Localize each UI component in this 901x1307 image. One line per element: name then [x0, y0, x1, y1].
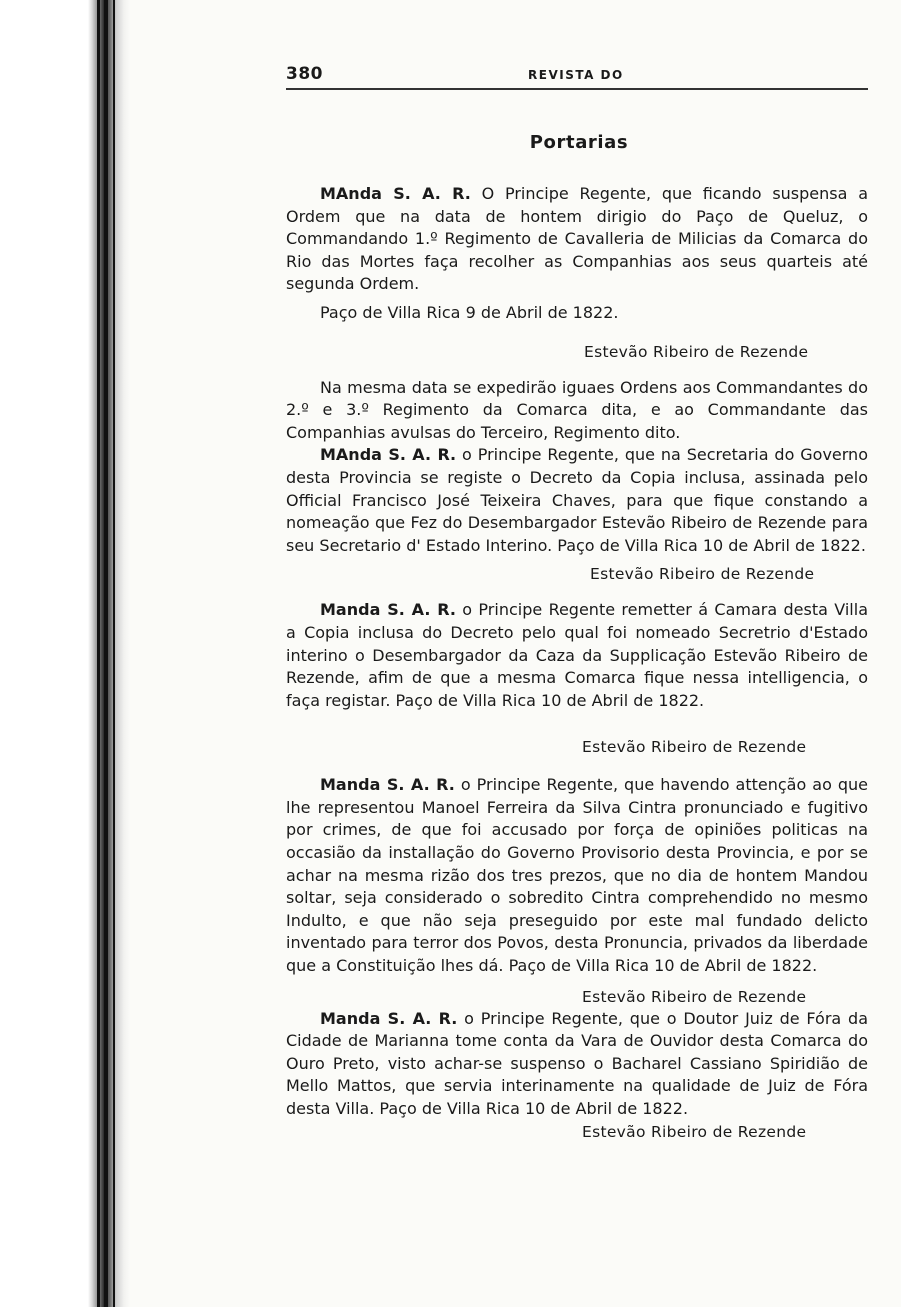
- signature: Estevão Ribeiro de Rezende: [582, 738, 807, 757]
- binding-gutter: [0, 0, 130, 1307]
- running-title: REVISTA DO: [528, 68, 624, 82]
- page-number: 380: [286, 64, 323, 84]
- portaria-paragraph: Na mesma data se expedirão iguaes Ordens aos Commandantes do 2.º e 3.º Regimento da Comarca dita, e ao Commandante das Companhias avulsas do Terceiro, Regimento dito.: [286, 377, 868, 442]
- date-line: Paço de Villa Rica 9 de Abril de 1822.: [320, 302, 619, 322]
- signature: Estevão Ribeiro de Rezende: [584, 342, 809, 361]
- portaria-paragraph: MAnda S. A. R. O Principe Regente, que ficando suspensa a Ordem que na data de hontem dirigio do Paço de Queluz, o Commandando 1.º Regimento de Cavalleria de Milicias da Comarca do Rio das Mortes faça recolher as Companhias aos seus quarteis até segunda Ordem.: [286, 184, 869, 294]
- portaria-paragraph: Manda S. A. R. o Principe Regente, que havendo attenção ao que lhe representou Manoel Ferreira da Silva Cintra pronunciado e fugitivo por crimes, de que foi accusado por força de opiniões politicas na occasião da installação do Governo Provisorio desta Provincia, e por se achar na mesma rizão dos tres prezos, que no dia de hontem Mandou soltar, seja considerado o sobredito Cintra comprehendido no mesmo Indulto, e que não seja preseguido por este mal fundado delicto inventado para terror dos Povos, desta Pronuncia, privados da liberdade que a Constituição lhes dá. Paço de Villa Rica 10 de Abril de 1822.: [286, 775, 869, 976]
- section-title: Portarias: [529, 132, 629, 153]
- document-page: [286, 58, 868, 1141]
- gutter-line: [97, 0, 100, 1307]
- page-header: [286, 58, 868, 90]
- gutter-line: [104, 0, 108, 1307]
- signature: Estevão Ribeiro de Rezende: [582, 987, 807, 1006]
- portaria-paragraph: Manda S. A. R. o Principe Regente remetter á Camara desta Villa a Copia inclusa do Decreto pelo qual foi nomeado Secretrio d'Estado interino o Desembargador da Caza da Supplicação Estevão Ribeiro de Rezende, afim de que a mesma Comarca fique nessa intelligencia, o faça registar. Paço de Villa Rica 10 de Abril de 1822.: [286, 600, 869, 710]
- gutter-line: [113, 0, 115, 1307]
- signature: Estevão Ribeiro de Rezende: [582, 1122, 807, 1141]
- signature: Estevão Ribeiro de Rezende: [590, 565, 815, 584]
- portaria-paragraph: MAnda S. A. R. o Principe Regente, que na Secretaria do Governo desta Provincia se registe o Decreto da Copia inclusa, assinada pelo Official Francisco José Teixeira Chaves, para que fique constando a nomeação que Fez do Desembargador Estevão Ribeiro de Rezende para seu Secretario d' Estado Interino. Paço de Villa Rica 10 de Abril de 1822.: [286, 445, 868, 555]
- portaria-paragraph: Manda S. A. R. o Principe Regente, que o Doutor Juiz de Fóra da Cidade de Marianna tome conta da Vara de Ouvidor desta Comarca do Ouro Preto, visto achar-se suspenso o Bacharel Cassiano Spiridião de Mello Mattos, que servia interinamente na qualidade de Juiz de Fóra desta Villa. Paço de Villa Rica 10 de Abril de 1822.: [286, 1008, 869, 1118]
